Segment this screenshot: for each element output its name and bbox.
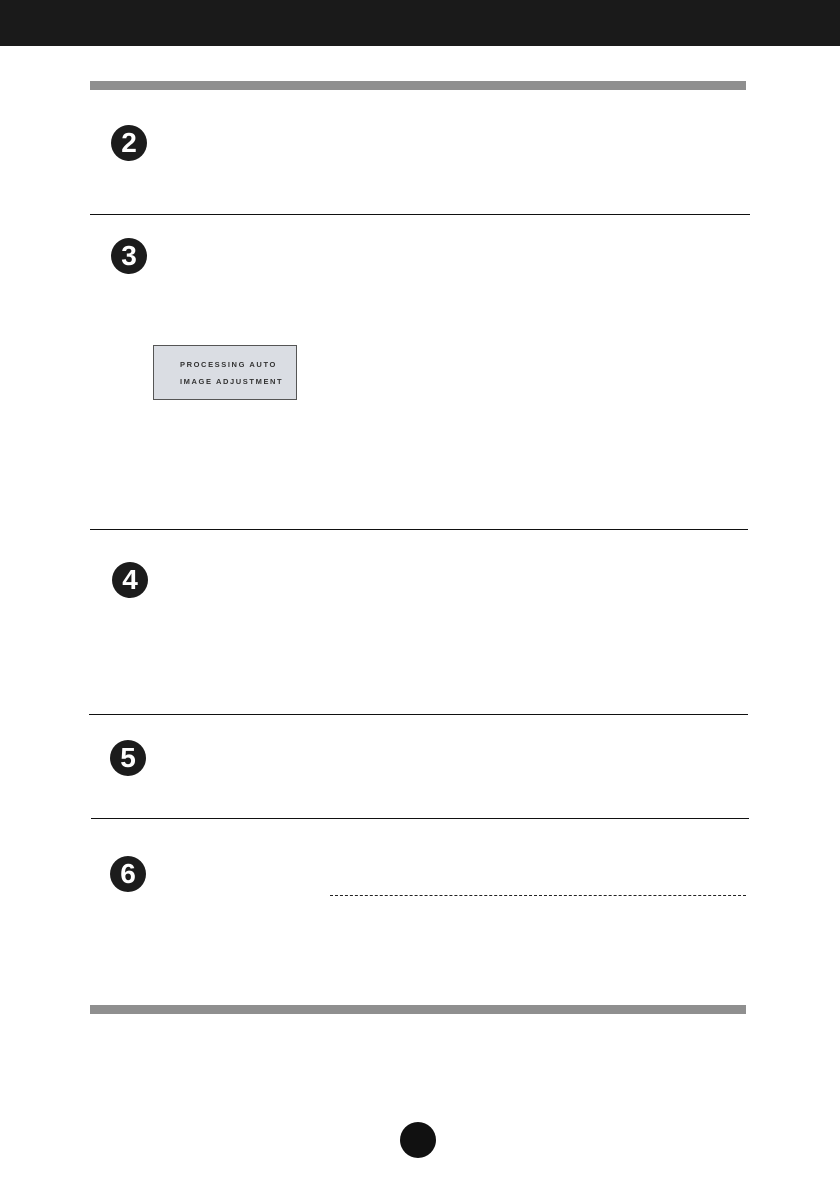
page-number-marker-icon: [400, 1122, 436, 1158]
section-divider: [90, 214, 750, 215]
section-divider: [90, 529, 748, 530]
osd-message-line-2: IMAGE ADJUSTMENT: [180, 377, 284, 386]
bottom-divider: [90, 1005, 746, 1014]
section-divider: [89, 714, 748, 715]
osd-message-box: [153, 345, 297, 400]
step-6-number-icon: 6: [110, 856, 146, 892]
section-divider: [91, 818, 749, 819]
step-4-number-icon: 4: [112, 562, 148, 598]
step-3-number-icon: 3: [111, 238, 147, 274]
step-5-number-icon: 5: [110, 740, 146, 776]
step-2-number-icon: 2: [111, 125, 147, 161]
top-divider: [90, 81, 746, 90]
dashed-separator: [330, 895, 746, 896]
header-bar: [0, 0, 840, 46]
osd-message-line-1: PROCESSING AUTO: [180, 360, 277, 369]
